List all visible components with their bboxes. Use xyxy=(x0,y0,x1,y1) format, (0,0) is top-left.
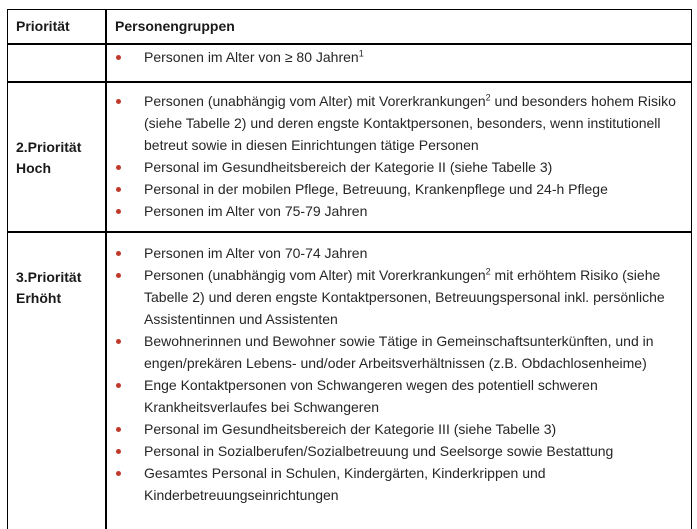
item-text: Personal in der mobilen Pflege, Betreuung, Krankenpflege und 24-h Pflege xyxy=(144,181,608,197)
bullet-icon xyxy=(116,99,121,104)
bullet-icon xyxy=(116,187,121,192)
bullet-icon xyxy=(116,383,121,388)
priority-3-level: Erhöht xyxy=(16,290,62,306)
row-divider xyxy=(8,231,691,233)
bullet-icon xyxy=(116,427,121,432)
item-text: Personal in Sozialberufen/Sozialbetreuung und Seelsorge sowie Bestattung xyxy=(144,443,614,459)
list-item xyxy=(106,462,687,506)
item-text: Bewohnerinnen und Bewohner sowie Tätige in Gemeinschaftsunterkünften, und in engen/prekären Lebens- und/oder Arbeitsverhältnissen (z.B. Obdachlosenheime) xyxy=(144,333,654,371)
priority-3-title: 3.Priorität xyxy=(16,269,82,285)
list-item xyxy=(106,46,687,68)
row-divider xyxy=(8,81,691,83)
bullet-icon xyxy=(116,471,121,476)
list-item xyxy=(106,374,687,418)
list-item xyxy=(106,200,687,222)
item-text: Personen im Alter von ≥ 80 Jahren xyxy=(144,49,359,65)
bullet-icon xyxy=(116,273,121,278)
bullet-icon xyxy=(116,251,121,256)
priority-2-label xyxy=(16,137,104,179)
item-text: Personal im Gesundheitsbereich der Kategorie III (siehe Tabelle 3) xyxy=(144,421,557,437)
bullet-icon xyxy=(116,449,121,454)
list-item xyxy=(106,178,687,200)
item-text: Personen im Alter von 70-74 Jahren xyxy=(144,245,368,261)
list-item xyxy=(106,440,687,462)
priority-2-level: Hoch xyxy=(16,160,51,176)
footnote-marker: 2 xyxy=(485,266,491,277)
priority-3-label xyxy=(16,267,104,309)
item-text: Enge Kontaktpersonen von Schwangeren wegen des potentiell schweren Krankheitsverlaufes bei Schwangeren xyxy=(144,377,598,415)
item-text: Personen (unabhängig vom Alter) mit Vorerkrankungen xyxy=(144,267,486,283)
item-text: Gesamtes Personal in Schulen, Kindergärten, Kinderkrippen und Kinderbetreuungseinrichtungen xyxy=(144,465,546,503)
bullet-icon xyxy=(116,55,121,60)
header-personengruppen: Personengruppen xyxy=(115,18,235,34)
footnote-marker: 2 xyxy=(485,92,491,103)
bullet-icon xyxy=(116,339,121,344)
list-item xyxy=(106,156,687,178)
list-item xyxy=(106,242,687,264)
list-item xyxy=(106,418,687,440)
row-divider xyxy=(8,43,691,45)
item-text: Personal im Gesundheitsbereich der Kategorie II (siehe Tabelle 3) xyxy=(144,159,553,175)
footnote-marker: 1 xyxy=(358,48,364,59)
priority-2-title: 2.Priorität xyxy=(16,139,82,155)
bullet-icon xyxy=(116,165,121,170)
list-item xyxy=(106,330,687,374)
row-2-list xyxy=(106,90,687,222)
item-text-continued: mit erhöhtem Risiko (siehe Tabelle 2) und deren engste Kontaktpersonen, Betreuungspersonal inkl. persönliche Assistentinnen und Assistenten xyxy=(144,267,665,327)
header-priority: Priorität xyxy=(16,18,70,34)
list-item xyxy=(106,90,687,156)
item-text: Personen im Alter von 75-79 Jahren xyxy=(144,203,368,219)
item-text: Personen (unabhängig vom Alter) mit Vorerkrankungen xyxy=(144,93,486,109)
list-item xyxy=(106,264,687,330)
bullet-icon xyxy=(116,209,121,214)
item-text-continued: und besonders hohem Risiko (siehe Tabelle 2) und deren engste Kontaktpersonen, besonders, wenn institutionell betreut sowie in diesen Einrichtungen tätige Personen xyxy=(144,93,676,153)
priority-table xyxy=(7,9,692,529)
row-3-list xyxy=(106,242,687,506)
row-1-list xyxy=(106,46,687,68)
